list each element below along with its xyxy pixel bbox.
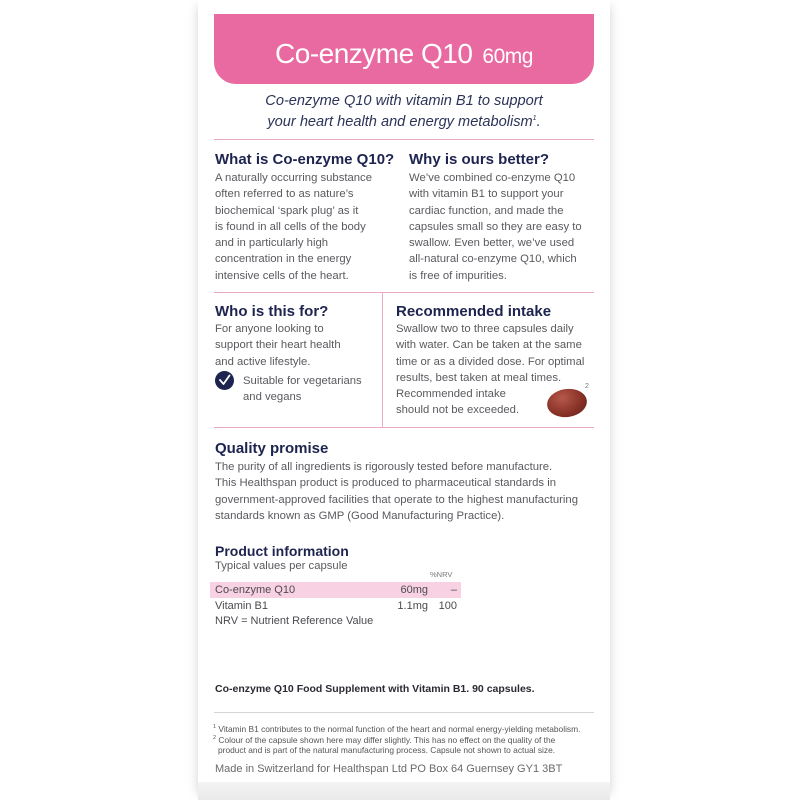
product-banner [214, 14, 594, 84]
divider [214, 292, 594, 293]
footnote-divider [214, 712, 594, 713]
divider [214, 139, 594, 140]
nutrient-nrv: – [450, 584, 457, 596]
nutrient-nrv: 100 [438, 600, 457, 612]
quality-heading: Quality promise [215, 440, 329, 457]
why-heading: Why is ours better? [409, 151, 550, 168]
why-text: We’ve combined co-enzyme Q10 with vitamin B1 to support your cardiac function, and made the capsules small so they are easy to swallow. Even better, we’ve used all-natural co-enzyme Q10, which is free of impurities. [409, 172, 582, 282]
divider [214, 427, 594, 428]
vegetarian-check-icon [215, 371, 234, 390]
footnote-ref-1: 1 [532, 115, 537, 122]
column-divider [382, 292, 383, 427]
table-row [210, 582, 461, 598]
intake-text: Swallow two to three capsules daily with water. Can be taken at the same time or as a divided dose. For optimal results, best taken at meal times. Recommended intake should not be exceeded. [396, 323, 585, 417]
what-heading: What is Co-enzyme Q10? [215, 151, 395, 168]
footnote-ref-2: 2 [585, 383, 589, 390]
product-dose: 60mg [482, 45, 533, 68]
table-row [210, 598, 461, 614]
nrv-column-header: %NRV [430, 570, 453, 579]
supplement-description: Co-enzyme Q10 Food Supplement with Vitamin B1. 90 capsules. [215, 683, 535, 695]
tagline-line-1: Co-enzyme Q10 with vitamin B1 to support [265, 93, 543, 109]
who-heading: Who is this for? [215, 303, 329, 320]
nrv-note: NRV = Nutrient Reference Value [215, 615, 374, 627]
nutrient-amount: 60mg [400, 584, 428, 596]
manufacturer-address: Made in Switzerland for Healthspan Ltd PO Box 64 Guernsey GY1 3BT [215, 763, 563, 775]
product-tagline [214, 93, 594, 131]
product-info-subheading: Typical values per capsule [215, 560, 348, 572]
quality-text: The purity of all ingredients is rigorously tested before manufacture. This Healthspan product is produced to pharmaceutical standards in government-approved facilities that operate to the highest manufacturing standards known as GMP (Good Manufacturing Practice). [215, 461, 578, 522]
product-title [214, 38, 594, 70]
nutrient-name: Co-enzyme Q10 [215, 584, 296, 596]
footnote-1: $^1$ Vitamin B1 contributes to the normal function of the heart and normal energy-yielding metabolism. [213, 723, 581, 734]
nutrient-name: Vitamin B1 [215, 600, 268, 612]
product-info-heading: Product information [215, 543, 349, 559]
vegetarian-text: Suitable for vegetarians and vegans [243, 375, 362, 404]
nutrient-amount: 1.1mg [397, 600, 428, 612]
product-name: Co-enzyme Q10 [275, 38, 473, 69]
what-text: A naturally occurring substance often referred to as nature’s biochemical ‘spark plug’ as it is found in all cells of the body and in particularly high concentration in the energy intensive cells of the heart. [215, 172, 372, 282]
intake-heading: Recommended intake [396, 303, 552, 320]
tagline-line-2: your heart health and energy metabolism$^1$. [267, 113, 541, 130]
footnote-2: $^2$ Colour of the capsule shown here may differ slightly. This has no effect on the quality of the product and is part of the natural manufacturing process. Capsule not shown to actual size. [213, 734, 556, 756]
packaging-base [198, 782, 610, 800]
who-text: For anyone looking to support their heart health and active lifestyle. [215, 323, 341, 368]
